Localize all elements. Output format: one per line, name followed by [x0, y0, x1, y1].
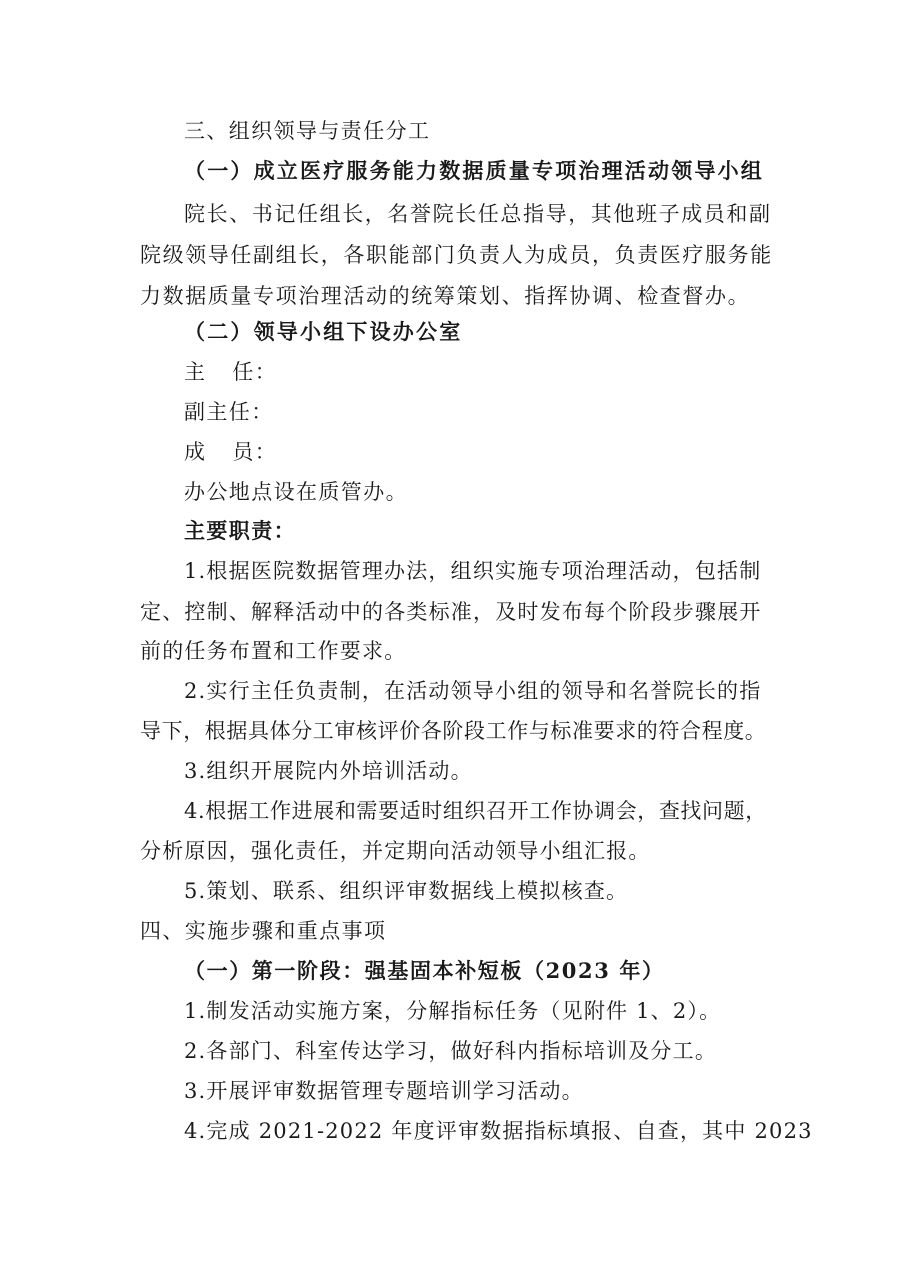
step-4-line: 4.完成 2021-2022 年度评审数据指标填报、自查，其中 2023 — [184, 1119, 813, 1143]
members-line — [184, 437, 780, 467]
director-label-a: 主 — [184, 360, 207, 384]
section-3-heading: 三、组织领导与责任分工 — [184, 119, 431, 143]
paragraph-line: 院长、书记任组长，名誉院长任总指导，其他班子成员和副 — [184, 202, 772, 226]
duties-heading: 主要职责： — [184, 519, 296, 543]
office-location-line: 办公地点设在质管办。 — [184, 480, 408, 504]
deputy-director-line: 副主任： — [184, 400, 274, 424]
director-label-b: 任： — [232, 360, 278, 384]
duty-4-line-1: 4.根据工作进展和需要适时组织召开工作协调会，查找问题， — [184, 799, 767, 823]
duty-3-line: 3.组织开展院内外培训活动。 — [184, 759, 473, 783]
paragraph-line: 力数据质量专项治理活动的统筹策划、指挥协调、检查督办。 — [140, 284, 751, 308]
step-2-line: 2.各部门、科室传达学习，做好科内指标培训及分工。 — [184, 1039, 718, 1063]
members-label-a: 成 — [184, 440, 207, 464]
section-3-2-heading: （二）领导小组下设办公室 — [184, 319, 463, 344]
step-3-line: 3.开展评审数据管理专题培训学习活动。 — [184, 1079, 584, 1103]
section-4-1-heading: （一）第一阶段：强基固本补短板（2023 年） — [184, 958, 665, 983]
duty-1-line-1: 1.根据医院数据管理办法，组织实施专项治理活动，包括制 — [184, 559, 762, 583]
members-label-b: 员： — [232, 440, 278, 464]
paragraph-line: 院级领导任副组长，各职能部门负责人为成员，负责医疗服务能 — [140, 243, 773, 267]
duty-1-line-3: 前的任务布置和工作要求。 — [140, 639, 407, 663]
duty-2-line-2: 导下，根据具体分工审核评价各阶段工作与标准要求的符合程度。 — [140, 719, 767, 743]
duty-2-line-1: 2.实行主任负责制，在活动领导小组的领导和名誉院长的指 — [184, 679, 762, 703]
duty-5-line: 5.策划、联系、组织评审数据线上模拟核查。 — [184, 879, 629, 903]
step-1-line: 1.制发活动实施方案，分解指标任务（见附件 1、2）。 — [184, 999, 722, 1023]
duty-1-line-2: 定、控制、解释活动中的各类标准，及时发布每个阶段步骤展开 — [140, 600, 762, 624]
section-4-heading: 四、实施步骤和重点事项 — [140, 919, 387, 943]
duty-4-line-2: 分析原因，强化责任，并定期向活动领导小组汇报。 — [140, 839, 651, 863]
director-line — [184, 357, 780, 387]
section-3-1-heading: （一）成立医疗服务能力数据质量专项治理活动领导小组 — [184, 158, 764, 183]
